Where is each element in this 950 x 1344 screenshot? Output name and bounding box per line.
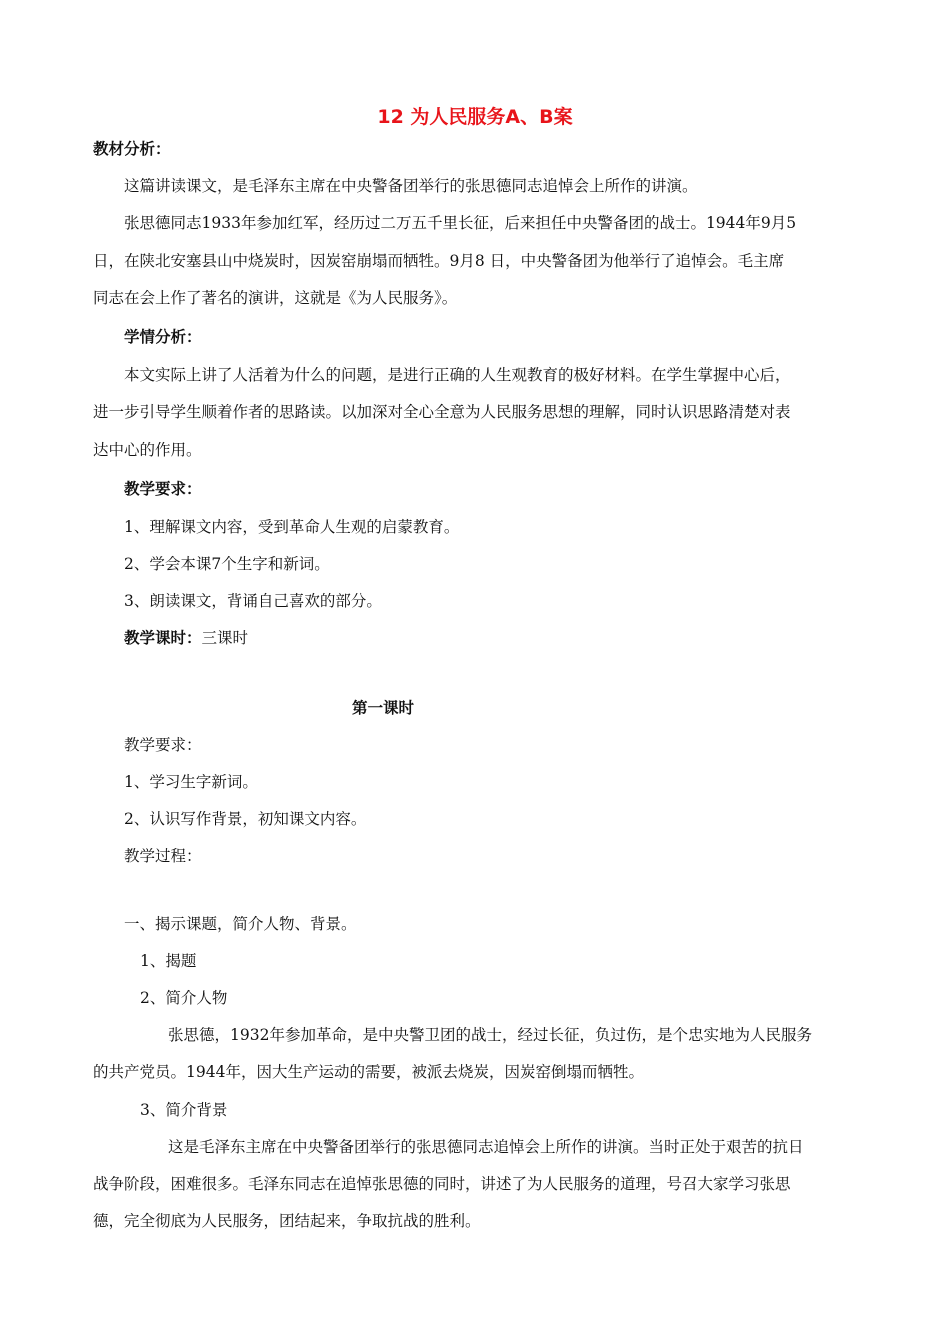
teaching-hours-label: 教学课时： — [124, 629, 202, 647]
paragraph-line: 教学过程： — [124, 847, 202, 865]
paragraph-line: 张思德，1932年参加革命，是中央警卫团的战士，经过长征，负过伤，是个忠实地为人民服务 — [168, 1026, 812, 1044]
list-item: 1、理解课文内容，受到革命人生观的启蒙教育。 — [124, 518, 460, 536]
paragraph-line: 的共产党员。1944年，因大生产运动的需要，被派去烧炭，因炭窑倒塌而牺牲。 — [93, 1063, 644, 1081]
paragraph-line: 张思德同志1933年参加红军，经历过二万五千里长征，后来担任中央警备团的战士。1944年9月5 — [124, 214, 797, 232]
teaching-hours — [124, 628, 248, 648]
heading-teaching-requirements: 教学要求： — [124, 480, 202, 498]
list-item: 2、学会本课7个生字和新词。 — [124, 555, 330, 573]
paragraph-line: 日，在陕北安塞县山中烧炭时，因炭窑崩塌而牺牲。9月8 日，中央警备团为他举行了追悼会。毛主席 — [93, 252, 785, 270]
paragraph-line: 达中心的作用。 — [93, 441, 202, 459]
section-heading-first-lesson: 第一课时 — [351, 699, 414, 717]
paragraph-line: 进一步引导学生顺着作者的思路读。以加深对全心全意为人民服务思想的理解，同时认识思路清楚对表 — [93, 403, 791, 421]
paragraph-line: 教学要求： — [124, 736, 202, 754]
paragraph-line: 战争阶段，困难很多。毛泽东同志在追悼张思德的同时，讲述了为人民服务的道理，号召大家学习张思 — [93, 1175, 791, 1193]
paragraph-line: 这是毛泽东主席在中央警备团举行的张思德同志追悼会上所作的讲演。当时正处于艰苦的抗日 — [168, 1138, 804, 1156]
list-item: 3、朗读课文，背诵自己喜欢的部分。 — [124, 592, 382, 610]
list-item: 一、揭示课题，简介人物、背景。 — [124, 915, 357, 933]
paragraph-line: 本文实际上讲了人活着为什么的问题，是进行正确的人生观教育的极好材料。在学生掌握中心后， — [124, 366, 791, 384]
paragraph-line: 同志在会上作了著名的演讲，这就是《为人民服务》。 — [93, 289, 458, 307]
list-item: 3、简介背景 — [140, 1101, 228, 1119]
list-item: 1、学习生字新词。 — [124, 773, 258, 791]
paragraph-line: 德，完全彻底为人民服务，团结起来，争取抗战的胜利。 — [93, 1212, 481, 1230]
list-item: 1、揭题 — [140, 952, 197, 970]
paragraph-line: 这篇讲读课文，是毛泽东主席在中央警备团举行的张思德同志追悼会上所作的讲演。 — [124, 177, 698, 195]
teaching-hours-value: 三课时 — [201, 629, 249, 647]
document-title: 12 为人民服务A、B案 — [377, 106, 573, 128]
heading-material-analysis: 教材分析： — [93, 140, 171, 158]
heading-student-analysis: 学情分析： — [124, 328, 202, 346]
list-item: 2、简介人物 — [140, 989, 228, 1007]
list-item: 2、认识写作背景，初知课文内容。 — [124, 810, 367, 828]
